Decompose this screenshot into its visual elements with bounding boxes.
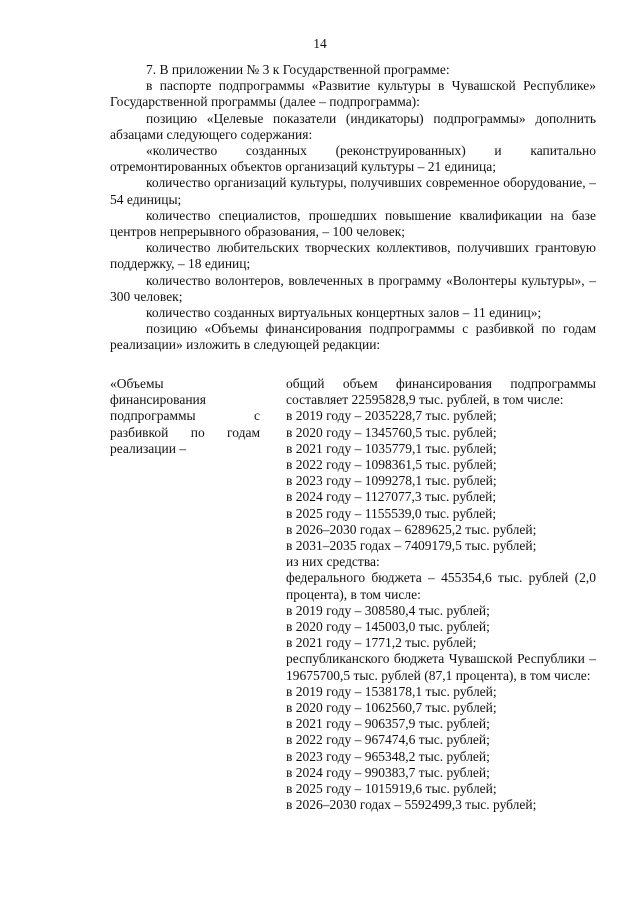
paragraph: 7. В приложении № 3 к Государственной программе: [146, 62, 450, 77]
financing-line: в 2019 году – 1538178,1 тыс. рублей; [286, 683, 497, 699]
financing-line: в 2023 году – 965348,2 тыс. рублей; [286, 748, 490, 764]
financing-line: в 2019 году – 308580,4 тыс. рублей; [286, 602, 490, 618]
financing-line: в 2024 году – 1127077,3 тыс. рублей; [286, 489, 497, 505]
page-number: 14 [313, 36, 327, 51]
financing-values-column [286, 376, 596, 813]
financing-line: в 2020 году – 145003,0 тыс. рублей; [286, 619, 490, 635]
paragraph: количество любительских творческих коллективов, получивших грантовую поддержку, – 18 единиц; [110, 240, 596, 272]
financing-line: в 2022 году – 967474,6 тыс. рублей; [286, 732, 490, 748]
document-body [110, 62, 596, 354]
financing-line: федерального бюджета – 455354,6 тыс. рублей (2,0 процента), в том числе: [286, 570, 596, 602]
financing-line: в 2026–2030 годах – 5592499,3 тыс. рублей; [286, 797, 537, 813]
paragraph: количество волонтеров, вовлеченных в программу «Волонтеры культуры», – 300 человек; [110, 272, 596, 304]
paragraph: в паспорте подпрограммы «Развитие культуры в Чувашской Республике» Государственной программы (далее – подпрограмма): [110, 78, 596, 110]
financing-line: республиканского бюджета Чувашской Республики – 19675700,5 тыс. рублей (87,1 процента), в том числе: [286, 651, 596, 683]
label-dash: – [179, 440, 187, 456]
financing-line: в 2031–2035 годах – 7409179,5 тыс. рублей; [286, 538, 537, 554]
financing-line: в 2025 году – 1155539,0 тыс. рублей; [286, 505, 497, 521]
financing-label: «Объемы финансирования подпрограммы с разбивкой по годам реализации – [110, 376, 260, 456]
financing-line: в 2026–2030 годах – 6289625,2 тыс. рублей; [286, 521, 537, 537]
paragraph: позицию «Объемы финансирования подпрограммы с разбивкой по годам реализации» изложить в следующей редакции: [110, 321, 596, 353]
financing-line: в 2021 году – 1035779,1 тыс. рублей; [286, 440, 497, 456]
paragraph: количество созданных виртуальных концертных залов – 11 единиц»; [146, 305, 542, 321]
financing-line: в 2023 году – 1099278,1 тыс. рублей; [286, 473, 497, 489]
financing-line: из них средства: [286, 554, 380, 570]
financing-line: в 2021 году – 906357,9 тыс. рублей; [286, 716, 490, 732]
paragraph: количество специалистов, прошедших повышение квалификации на базе центров непрерывного образования, – 100 человек; [110, 207, 596, 240]
paragraph: количество организаций культуры, получивших современное оборудование, – 54 единицы; [110, 175, 596, 207]
financing-line: в 2020 году – 1345760,5 тыс. рублей; [286, 424, 497, 440]
paragraph: «количество созданных (реконструированных) и капитально отремонтированных объектов организаций культуры – 21 единица; [110, 143, 596, 175]
paragraph: позицию «Целевые показатели (индикаторы) подпрограммы» дополнить абзацами следующего содержания: [110, 110, 596, 142]
financing-line: в 2022 году – 1098361,5 тыс. рублей; [286, 457, 497, 473]
financing-line: в 2024 году – 990383,7 тыс. рублей; [286, 764, 490, 780]
financing-line: в 2025 году – 1015919,6 тыс. рублей; [286, 781, 497, 797]
financing-line: в 2020 году – 1062560,7 тыс. рублей; [286, 700, 497, 716]
financing-line: в 2019 году – 2035228,7 тыс. рублей; [286, 408, 497, 424]
financing-line: общий объем финансирования подпрограммы составляет 22595828,9 тыс. рублей, в том числе: [286, 376, 596, 408]
financing-label-column [110, 376, 260, 457]
financing-line: в 2021 году – 1771,2 тыс. рублей; [286, 635, 477, 651]
